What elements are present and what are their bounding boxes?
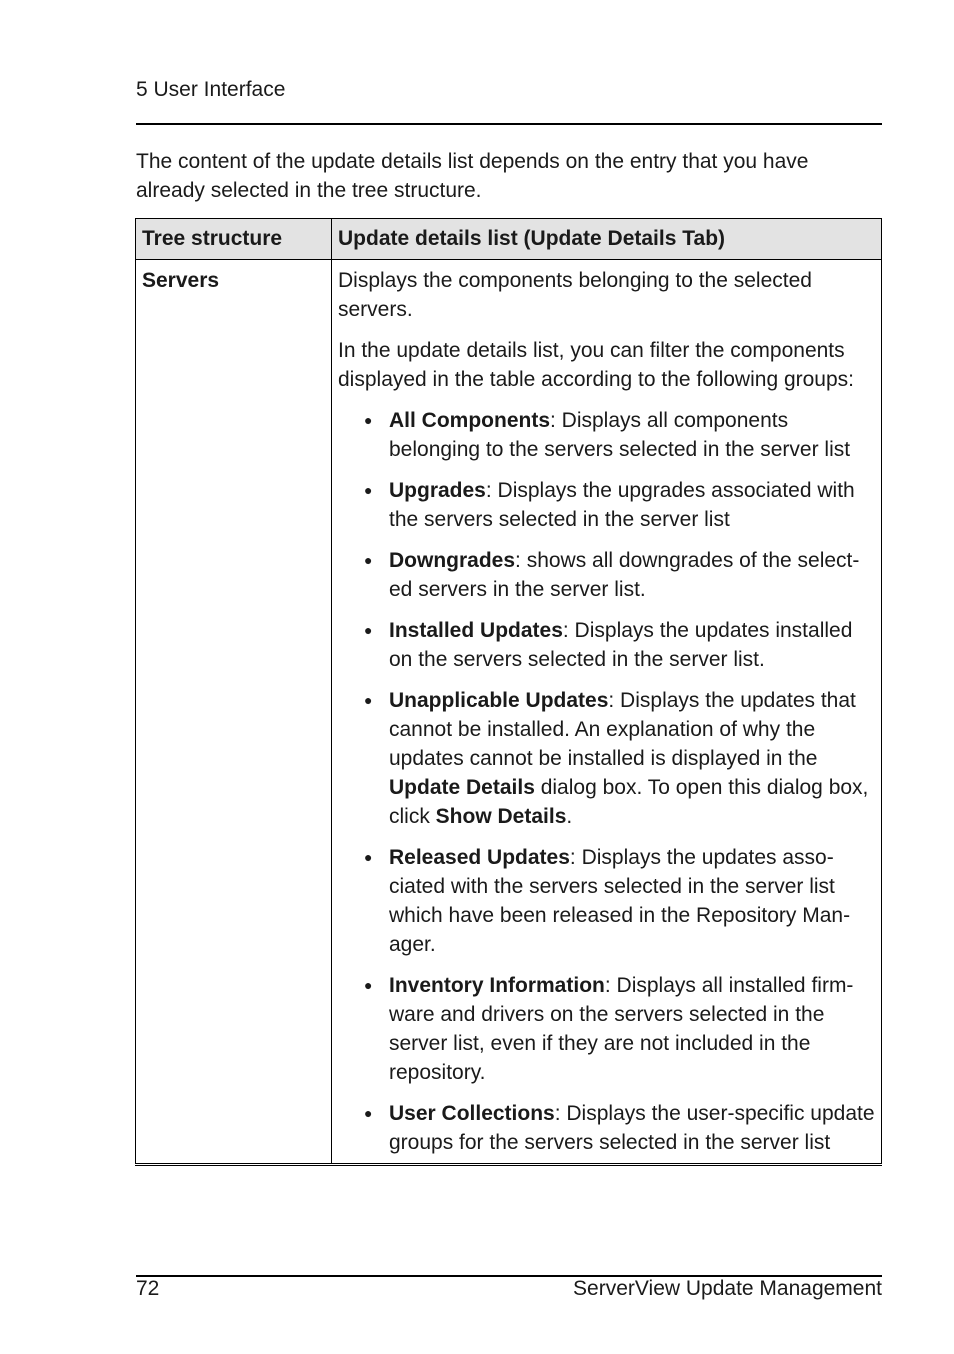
description-para-2: In the update details list, you can filter the components displayed in the table according to the following groups:	[338, 339, 854, 391]
description-cell	[332, 260, 882, 1165]
list-item: ● User Collections: Displays the user-specific update groups for the servers selected in the server list	[364, 1099, 875, 1157]
page-number: 72	[136, 1277, 160, 1300]
bullet-icon: ●	[364, 412, 373, 428]
running-header: 5 User Interface	[136, 78, 286, 101]
bullet-icon: ●	[364, 849, 373, 865]
list-item: ● Installed Updates: Displays the updates installed on the servers selected in the server list.	[364, 616, 875, 674]
tree-entry-servers: Servers	[136, 260, 332, 1165]
filter-groups-list	[338, 406, 875, 1157]
table-row	[136, 260, 882, 1165]
description-para-1: Displays the components belonging to the selected servers.	[338, 269, 812, 321]
list-item: ● Released Updates: Displays the updates asso-ciated with the servers selected in the server list which have been released in the Repository Man-ager.	[364, 843, 875, 959]
bullet-icon: ●	[364, 977, 373, 993]
intro-paragraph: The content of the update details list depends on the entry that you have already selected in the tree structure.	[136, 150, 809, 202]
list-item: ● Upgrades: Displays the upgrades associated with the servers selected in the server list	[364, 476, 875, 534]
header-rule	[136, 123, 882, 125]
list-item: ● Inventory Information: Displays all installed firm-ware and drivers on the servers selected in the server list, even if they are not included in the repository.	[364, 971, 875, 1087]
footer-doc-title: ServerView Update Management	[573, 1277, 882, 1300]
list-item: ● All Components: Displays all components belonging to the servers selected in the server list	[364, 406, 875, 464]
bullet-icon: ●	[364, 482, 373, 498]
bullet-icon: ●	[364, 552, 373, 568]
details-table	[135, 218, 882, 1166]
bullet-icon: ●	[364, 622, 373, 638]
list-item: ● Unapplicable Updates: Displays the updates that cannot be installed. An explanation of why the updates cannot be installed is displayed in the Update Details dialog box. To open this dialog box, click Show Details.	[364, 686, 875, 831]
bullet-icon: ●	[364, 692, 373, 708]
col-header-tree-structure: Tree structure	[136, 219, 332, 260]
col-header-update-details: Update details list (Update Details Tab)	[332, 219, 882, 260]
bullet-icon: ●	[364, 1105, 373, 1121]
table-header-row	[136, 219, 882, 260]
list-item: ● Downgrades: shows all downgrades of the select-ed servers in the server list.	[364, 546, 875, 604]
